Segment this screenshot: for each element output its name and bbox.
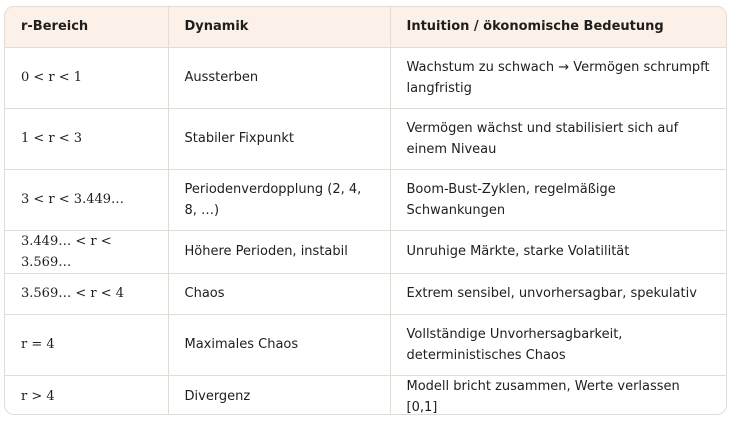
cell-dynamics: Chaos xyxy=(168,273,390,314)
table-row xyxy=(5,169,726,230)
table-row xyxy=(5,230,726,273)
r-range-table xyxy=(5,7,726,415)
cell-meaning: Vollständige Unvorhersagbarkeit, deterministisches Chaos xyxy=(390,314,726,375)
header-r-range: r-Bereich xyxy=(5,7,168,47)
table-row xyxy=(5,108,726,169)
table-row xyxy=(5,314,726,375)
cell-dynamics: Höhere Perioden, instabil xyxy=(168,230,390,273)
header-row xyxy=(5,7,726,47)
cell-r-range: r > 4 xyxy=(5,375,168,415)
cell-r-range: 0 < r < 1 xyxy=(5,47,168,108)
header-dynamics: Dynamik xyxy=(168,7,390,47)
cell-dynamics: Maximales Chaos xyxy=(168,314,390,375)
cell-r-range: 3.449… < r < 3.569… xyxy=(5,230,168,273)
cell-meaning: Extrem sensibel, unvorhersagbar, spekulativ xyxy=(390,273,726,314)
cell-dynamics: Divergenz xyxy=(168,375,390,415)
table-row xyxy=(5,47,726,108)
cell-meaning: Modell bricht zusammen, Werte verlassen [0,1] xyxy=(406,378,680,415)
cell-r-range: 1 < r < 3 xyxy=(5,108,168,169)
cell-dynamics: Stabiler Fixpunkt xyxy=(168,108,390,169)
table-header xyxy=(5,7,726,47)
header-meaning: Intuition / ökonomische Bedeutung xyxy=(390,7,726,47)
table-body xyxy=(5,47,726,415)
cell-r-range: 3 < r < 3.449… xyxy=(5,169,168,230)
r-range-table-container xyxy=(4,6,727,415)
cell-meaning: Unruhige Märkte, starke Volatilität xyxy=(390,230,726,273)
cell-meaning: Boom-Bust-Zyklen, regelmäßige Schwankungen xyxy=(390,169,726,230)
cell-dynamics: Aussterben xyxy=(168,47,390,108)
cell-dynamics: Periodenverdopplung (2, 4, 8, …) xyxy=(168,169,390,230)
cell-meaning: Vermögen wächst und stabilisiert sich auf einem Niveau xyxy=(390,108,726,169)
table-row xyxy=(5,273,726,314)
table-row xyxy=(5,375,726,415)
cell-meaning: Wachstum zu schwach → Vermögen schrumpft langfristig xyxy=(390,47,726,108)
cell-r-range: 3.569… < r < 4 xyxy=(5,273,168,314)
cell-r-range: r = 4 xyxy=(5,314,168,375)
